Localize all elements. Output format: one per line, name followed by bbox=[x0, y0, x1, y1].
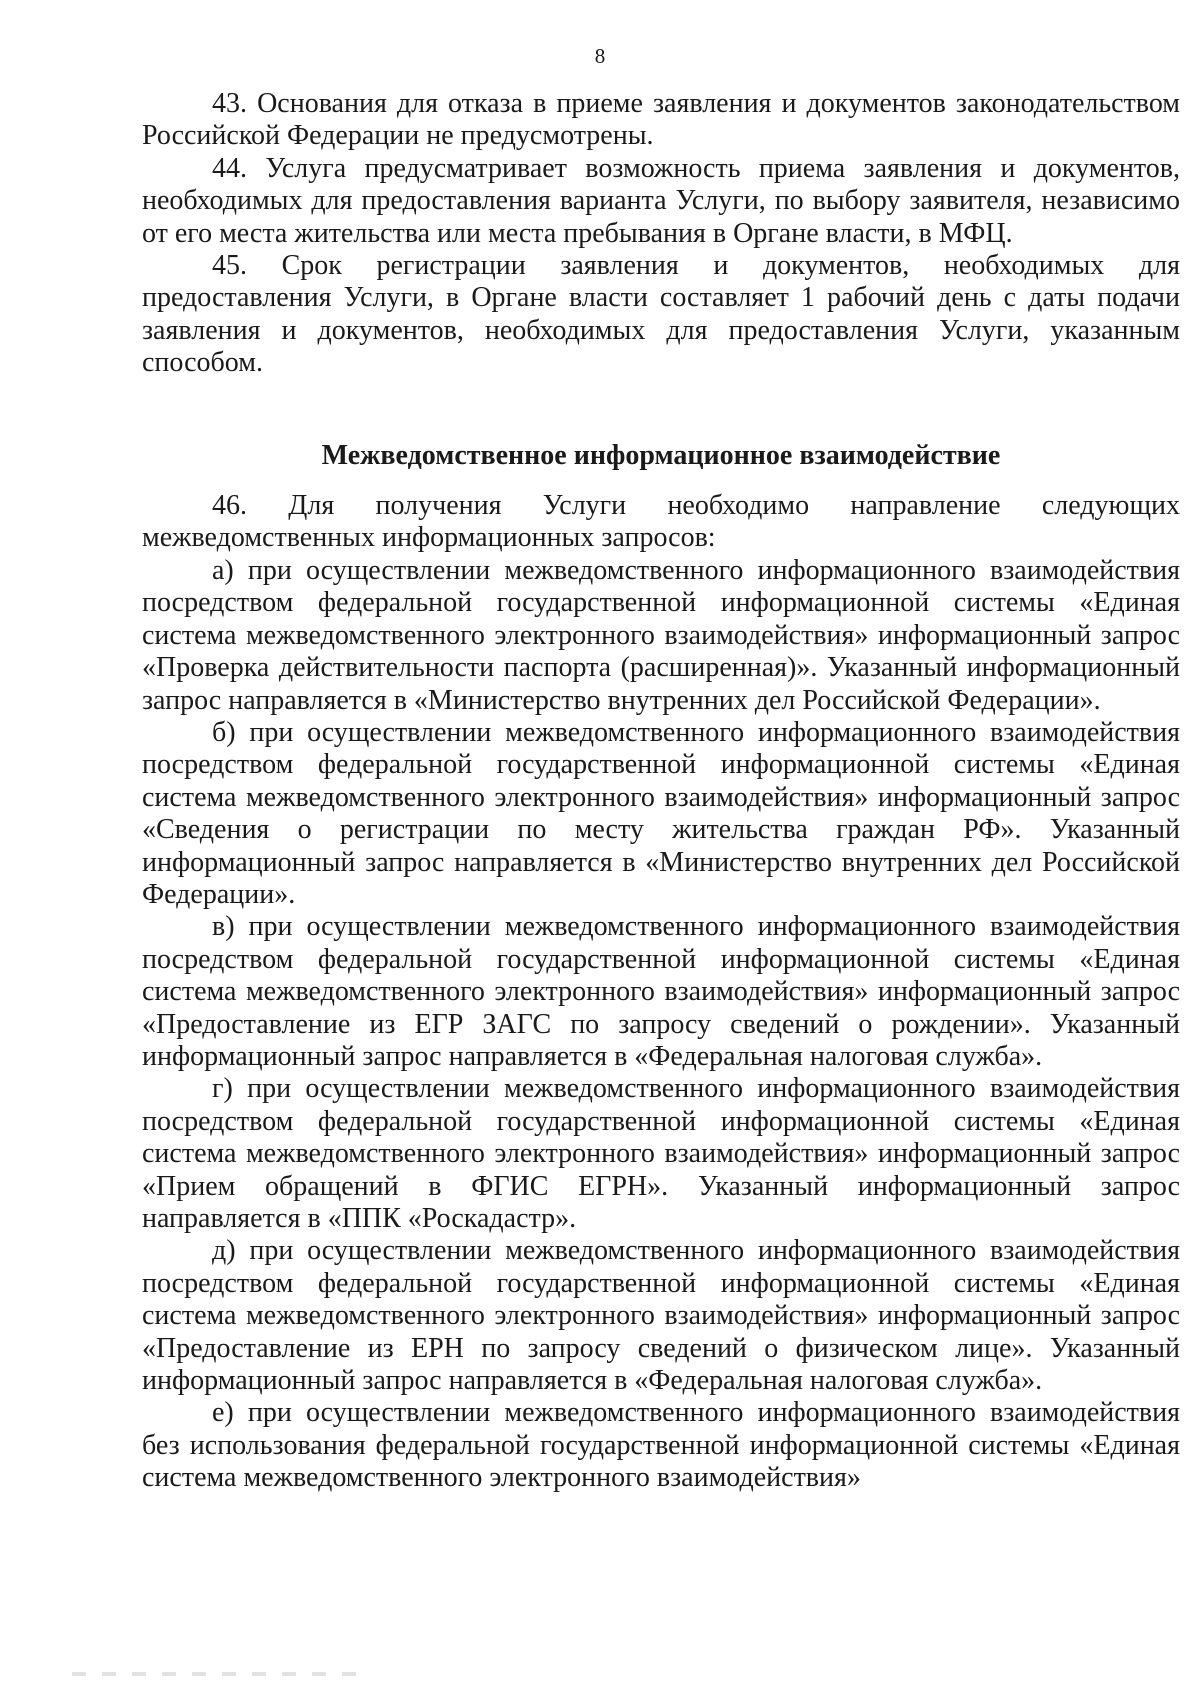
subitem-d: д) при осуществлении межведомственного информационного взаимодействия посредством федеральной государственной информационной системы «Единая система межведомственного электронного взаимодействия» информационный запрос «Предоставление из ЕРН по запросу сведений о физическом лице». Указанный информационный запрос направляется в «Федеральная налоговая служба». bbox=[142, 1235, 1180, 1397]
subitem-b: б) при осуществлении межведомственного информационного взаимодействия посредством федеральной государственной информационной системы «Единая система межведомственного электронного взаимодействия» информационный запрос «Сведения о регистрации по месту жительства граждан РФ». Указанный информационный запрос направляется в «Министерство внутренних дел Российской Федерации». bbox=[142, 716, 1180, 910]
paragraph-46: 46. Для получения Услуги необходимо направление следующих межведомственных информационных запросов: bbox=[142, 490, 1180, 554]
document-body bbox=[142, 88, 1180, 1495]
paragraph-43: 43. Основания для отказа в приеме заявления и документов законодательством Российской Федерации не предусмотрены. bbox=[142, 88, 1180, 152]
scan-artifact bbox=[72, 1672, 372, 1676]
subitem-v: в) при осуществлении межведомственного информационного взаимодействия посредством федеральной государственной информационной системы «Единая система межведомственного электронного взаимодействия» информационный запрос «Предоставление из ЕГР ЗАГС по запросу сведений о рождении». Указанный информационный запрос направляется в «Федеральная налоговая служба». bbox=[142, 911, 1180, 1072]
page-number: 8 bbox=[594, 44, 606, 68]
paragraph-44: 44. Услуга предусматривает возможность приема заявления и документов, необходимых для предоставления варианта Услуги, по выбору заявителя, независимо от его места жительства или места пребывания в Органе власти, в МФЦ. bbox=[142, 152, 1180, 249]
subitem-a: а) при осуществлении межведомственного информационного взаимодействия посредством федеральной государственной информационной системы «Единая система межведомственного электронного взаимодействия» информационный запрос «Проверка действительности паспорта (расширенная)». Указанный информационный запрос направляется в «Министерство внутренних дел Российской Федерации». bbox=[142, 554, 1180, 716]
section-heading: Межведомственное информационное взаимодействие bbox=[321, 439, 1001, 471]
subitem-e: е) при осуществлении межведомственного информационного взаимодействия без использования федеральной государственной информационной системы «Единая система межведомственного электронного взаимодействия» bbox=[142, 1397, 1180, 1494]
subitem-g: г) при осуществлении межведомственного информационного взаимодействия посредством федеральной государственной информационной системы «Единая система межведомственного электронного взаимодействия» информационный запрос «Прием обращений в ФГИС ЕГРН». Указанный информационный запрос направляется в «ППК «Роскадастр». bbox=[142, 1073, 1180, 1234]
paragraph-45: 45. Срок регистрации заявления и документов, необходимых для предоставления Услуги, в Органе власти составляет 1 рабочий день с даты подачи заявления и документов, необходимых для предоставления Услуги, указанным способом. bbox=[142, 250, 1180, 379]
